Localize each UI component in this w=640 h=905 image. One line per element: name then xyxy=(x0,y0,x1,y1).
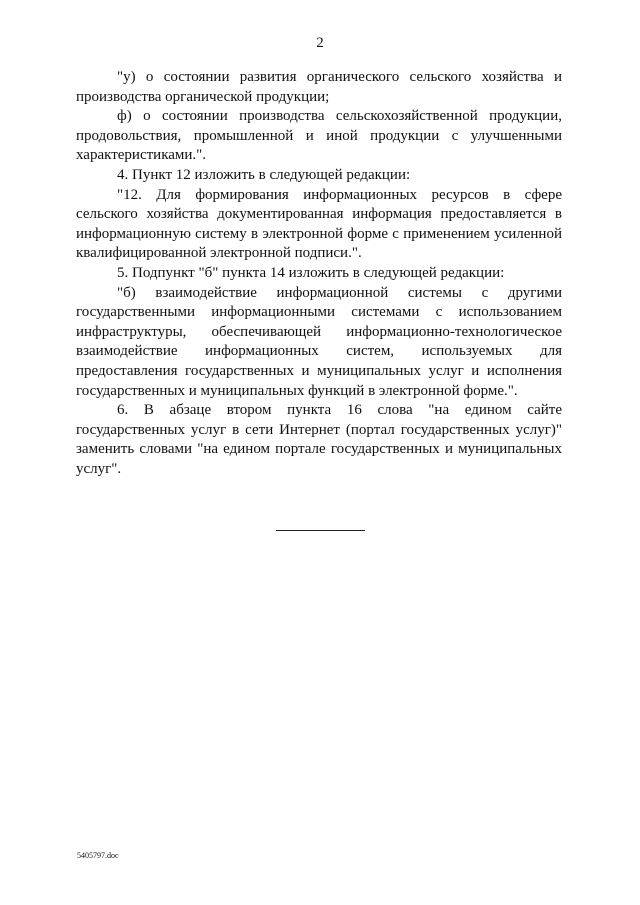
paragraph-subpoint-b-text: "б) взаимодействие информационной системы с другими государственными информационными системами с использованием инфраструктуры, обеспечивающей информационно-технологическое взаимодействие информационных систем, используемых для предоставления государственных и муниципальных услуг и исполнения государственных и муниципальных функций в электронной форме.". xyxy=(76,284,562,399)
paragraph-point-12-text: "12. Для формирования информационных ресурсов в сфере сельского хозяйства документированная информация предоставляется в информационную систему в электронной форме с применением усиленной квалифицированной электронной подписи.". xyxy=(76,186,562,262)
footer-filename: 5405797.doc xyxy=(77,851,119,860)
paragraph-point-4: 4. Пункт 12 изложить в следующей редакции: xyxy=(117,166,411,183)
page-number: 2 xyxy=(316,35,324,51)
paragraph-point-5: 5. Подпункт "б" пункта 14 изложить в следующей редакции: xyxy=(117,264,505,281)
paragraph-item-f: ф) о состоянии производства сельскохозяйственной продукции, продовольствия, промышленной и иной продукции с улучшенными характеристиками.". xyxy=(76,108,562,164)
document-body xyxy=(76,68,562,479)
separator-line xyxy=(276,530,365,531)
paragraph-item-u: "у) о состоянии развития органического сельского хозяйства и производства органической продукции; xyxy=(76,69,562,105)
paragraph-point-6: 6. В абзаце втором пункта 16 слова "на едином сайте государственных услуг в сети Интернет (портал государственных услуг)" заменить словами "на едином портале государственных и муниципальных услуг". xyxy=(76,402,562,477)
